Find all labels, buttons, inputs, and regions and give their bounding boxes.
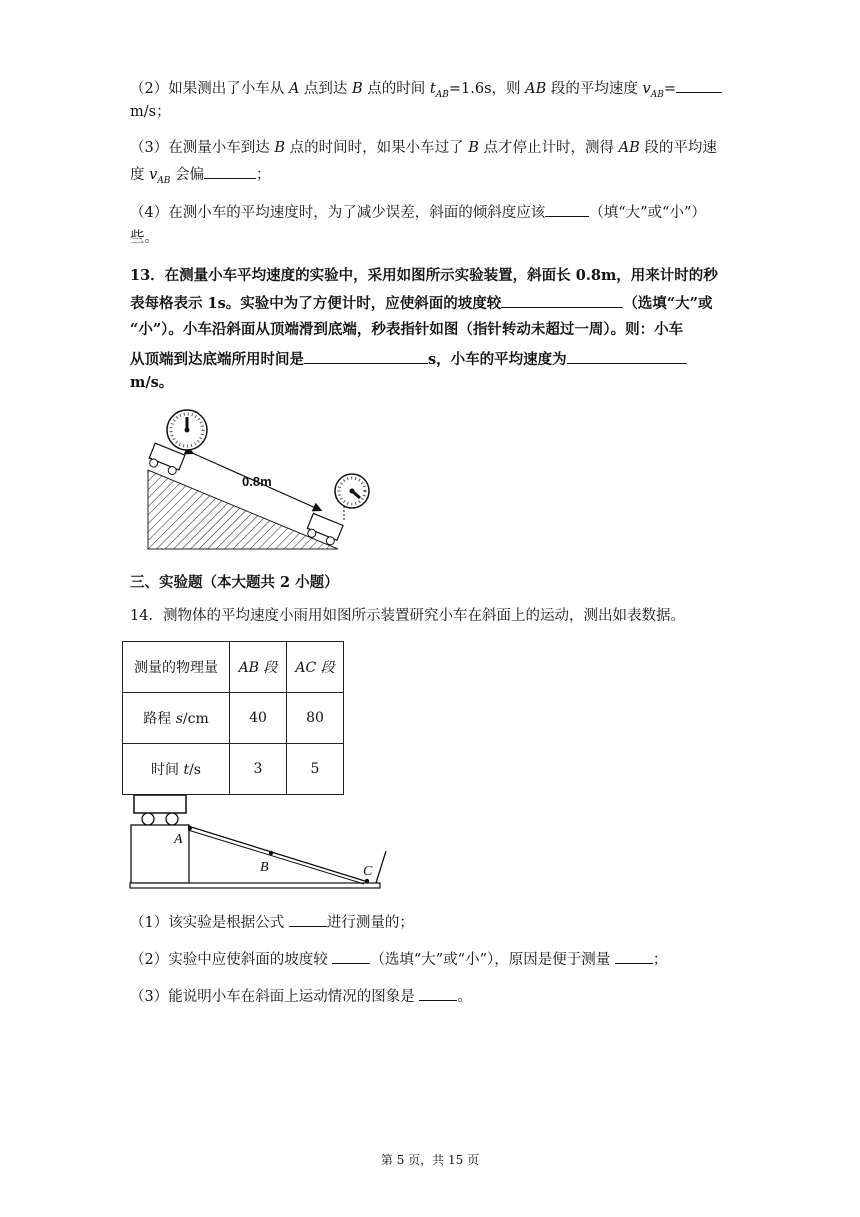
table-cell: 80 bbox=[287, 693, 344, 744]
base-board bbox=[130, 883, 380, 888]
q12-part4-line1: （4）在测小车的平均速度时，为了减少误差，斜面的倾斜度应该 （填“大”或“小”） bbox=[130, 202, 706, 223]
answer-blank[interactable] bbox=[615, 949, 653, 964]
q12-part3-line2: 度 $v_{AB}$ 会偏 ； bbox=[130, 164, 271, 191]
q14-part1: （1）该实验是根据公式 进行测量的； bbox=[130, 912, 414, 933]
table-header-cell: AC 段 bbox=[287, 642, 344, 693]
q13-line3: “小”）。小车沿斜面从顶端滑到底端，秒表指针如图（指针转动未超过一周）。则：小车 bbox=[130, 321, 684, 338]
table-header-cell: 测量的物理量 bbox=[123, 642, 230, 693]
table-header-row bbox=[123, 642, 344, 693]
q12-part4-line2: 些。 bbox=[130, 230, 159, 246]
answer-blank[interactable] bbox=[676, 78, 722, 93]
stopwatch-start-icon bbox=[167, 410, 207, 450]
answer-blank[interactable] bbox=[545, 202, 589, 217]
table-header-cell: AB 段 bbox=[230, 642, 287, 693]
answer-blank[interactable] bbox=[567, 349, 687, 364]
answer-blank[interactable] bbox=[289, 912, 327, 927]
page-footer: 第 5 页，共 15 页 bbox=[380, 1153, 480, 1167]
incline-stopwatch-figure bbox=[140, 404, 380, 554]
q13-line4: 从顶端到达底端所用时间是 s，小车的平均速度为 bbox=[130, 349, 687, 370]
q12-part3-line1: （3）在测量小车到达 B 点的时间时，如果小车过了 B 点才停止计时，测得 AB 段的平均速 bbox=[130, 140, 717, 156]
stopwatch-end-icon bbox=[335, 474, 369, 508]
table-row bbox=[123, 744, 344, 795]
section-title: 三、实验题（本大题共 2 小题） bbox=[130, 574, 339, 591]
table-cell: 3 bbox=[230, 744, 287, 795]
q13-line5: m/s。 bbox=[130, 374, 174, 391]
point-c-label: C bbox=[363, 864, 373, 879]
ramp-board bbox=[188, 826, 368, 882]
q13-line2: 表每格表示 1s。实验中为了方便计时，应使斜面的坡度较 （选填“大”或 bbox=[130, 295, 713, 312]
q14-part3: （3）能说明小车在斜面上运动情况的图象是 。 bbox=[130, 986, 472, 1007]
stop-barrier bbox=[376, 851, 386, 883]
table-cell: 时间 t/s bbox=[123, 744, 230, 795]
point-a-label: A bbox=[174, 832, 183, 847]
q14-part2: （2）实验中应使斜面的坡度较 （选填“大”或“小”），原因是便于测量 ； bbox=[130, 949, 667, 970]
table-row bbox=[123, 693, 344, 744]
distance-label: 0.8m bbox=[242, 474, 272, 489]
answer-blank[interactable] bbox=[501, 293, 623, 308]
table-cell: 40 bbox=[230, 693, 287, 744]
table-cell: 路程 s/cm bbox=[123, 693, 230, 744]
answer-blank[interactable] bbox=[204, 164, 256, 179]
q14-intro: 14．测物体的平均速度小雨用如图所示装置研究小车在斜面上的运动，测出如表数据。 bbox=[130, 608, 685, 624]
q13-line1: 13．在测量小车平均速度的实验中，采用如图所示实验装置，斜面长 0.8m，用来计时的秒 bbox=[130, 267, 718, 284]
table-cell: 5 bbox=[287, 744, 344, 795]
cart bbox=[134, 795, 186, 825]
q12-part2-line1: （2）如果测出了小车从 A 点到达 B 点的时间 $t_{AB}=1.6s$，则 AB 段的平均速度 $v_{AB}=$ bbox=[130, 78, 722, 105]
q12-part2-line2: m/s； bbox=[130, 104, 171, 120]
cart-ramp-figure bbox=[128, 793, 390, 893]
answer-blank[interactable] bbox=[419, 986, 457, 1001]
point-b-label: B bbox=[260, 860, 269, 875]
answer-blank[interactable] bbox=[332, 949, 370, 964]
answer-blank[interactable] bbox=[304, 349, 428, 364]
measurement-table bbox=[122, 641, 344, 795]
